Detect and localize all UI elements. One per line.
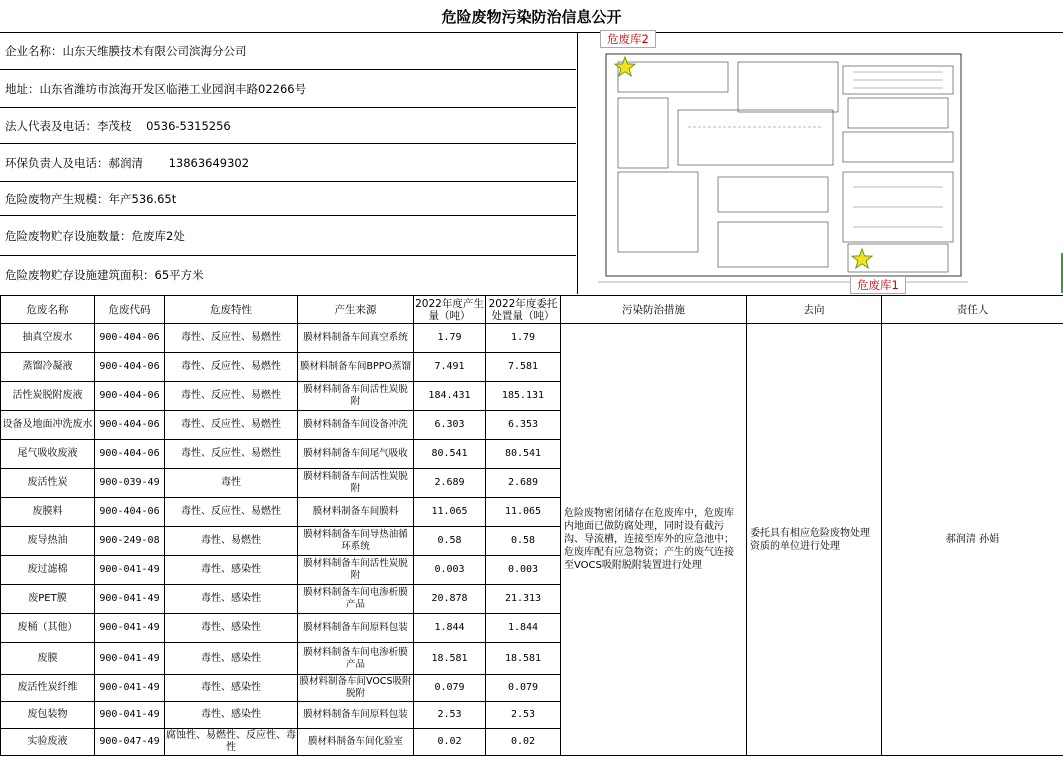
cell-produced: 11.065 — [414, 498, 486, 527]
header-source: 产生来源 — [298, 296, 414, 324]
page-title: 危险废物污染防治信息公开 — [0, 2, 1063, 33]
cell-source: 膜材料制备车间设备冲洗 — [298, 411, 414, 440]
cell-produced: 18.581 — [414, 643, 486, 675]
cell-produced: 0.02 — [414, 729, 486, 756]
cell-disposed: 2.689 — [486, 469, 561, 498]
cell-produced: 6.303 — [414, 411, 486, 440]
cell-disposed: 0.003 — [486, 556, 561, 585]
cell-disposed: 1.79 — [486, 324, 561, 353]
cell-source: 膜材料制备车间化验室 — [298, 729, 414, 756]
cell-name: 废活性炭 — [1, 469, 95, 498]
cell-code: 900-404-06 — [95, 353, 165, 382]
cell-disposed: 185.131 — [486, 382, 561, 411]
storage-2-label: 危废库2 — [600, 30, 656, 48]
waste-scale: 危险废物产生规模：年产536.65t — [0, 182, 576, 216]
header-destination: 去向 — [747, 296, 882, 324]
cell-name: 废导热油 — [1, 527, 95, 556]
cell-produced: 1.79 — [414, 324, 486, 353]
cell-trait: 毒性、感染性 — [165, 643, 298, 675]
cell-destination: 委托具有相应危险废物处理资质的单位进行处理 — [747, 324, 882, 756]
cell-trait: 毒性、感染性 — [165, 556, 298, 585]
star-marker-1-icon — [851, 248, 873, 270]
cell-name: 蒸馏冷凝液 — [1, 353, 95, 382]
cell-trait: 毒性、感染性 — [165, 675, 298, 702]
cell-source: 膜材料制备车间活性炭脱附 — [298, 382, 414, 411]
table-header-row — [1, 296, 1063, 324]
cell-source: 膜材料制备车间导热油循环系统 — [298, 527, 414, 556]
cell-trait: 毒性、易燃性 — [165, 527, 298, 556]
cell-disposed: 6.353 — [486, 411, 561, 440]
cell-disposed: 7.581 — [486, 353, 561, 382]
cell-produced: 80.541 — [414, 440, 486, 469]
cell-disposed: 80.541 — [486, 440, 561, 469]
table-row — [1, 324, 1063, 353]
cell-trait: 毒性、反应性、易燃性 — [165, 440, 298, 469]
waste-table — [0, 295, 1063, 756]
cell-trait: 毒性、反应性、易燃性 — [165, 498, 298, 527]
site-plan-map — [577, 32, 1063, 294]
cell-trait: 毒性、反应性、易燃性 — [165, 411, 298, 440]
cell-code: 900-404-06 — [95, 498, 165, 527]
cell-produced: 0.58 — [414, 527, 486, 556]
cell-code: 900-041-49 — [95, 614, 165, 643]
cell-disposed: 2.53 — [486, 702, 561, 729]
cell-trait: 毒性、感染性 — [165, 585, 298, 614]
cell-trait: 毒性、感染性 — [165, 702, 298, 729]
cell-source: 膜材料制备车间真空系统 — [298, 324, 414, 353]
header-measures: 污染防治措施 — [561, 296, 747, 324]
storage-1-label: 危废库1 — [850, 276, 906, 294]
cell-source: 膜材料制备车间原料包装 — [298, 702, 414, 729]
cell-source: 膜材料制备车间电渗析膜产品 — [298, 585, 414, 614]
cell-code: 900-041-49 — [95, 702, 165, 729]
cell-disposed: 21.313 — [486, 585, 561, 614]
cell-code: 900-041-49 — [95, 675, 165, 702]
cell-code: 900-039-49 — [95, 469, 165, 498]
cell-source: 膜材料制备车间尾气吸收 — [298, 440, 414, 469]
storage-count: 危险废物贮存设施数量：危废库2处 — [0, 216, 576, 256]
cell-name: 废包装物 — [1, 702, 95, 729]
cell-code: 900-041-49 — [95, 585, 165, 614]
cell-name: 废PET膜 — [1, 585, 95, 614]
cell-disposed: 11.065 — [486, 498, 561, 527]
cell-name: 废膜料 — [1, 498, 95, 527]
cell-disposed: 0.02 — [486, 729, 561, 756]
cell-name: 废活性炭纤维 — [1, 675, 95, 702]
cell-produced: 7.491 — [414, 353, 486, 382]
header-responsible: 责任人 — [882, 296, 1063, 324]
cell-source: 膜材料制备车间BPPO蒸馏 — [298, 353, 414, 382]
cell-name: 废桶（其他） — [1, 614, 95, 643]
header-code: 危废代码 — [95, 296, 165, 324]
storage-area: 危险废物贮存设施建筑面积：65平方米 — [5, 268, 204, 282]
header-disposed: 2022年度委托处置量（吨） — [486, 296, 561, 324]
site-plan-drawing — [578, 32, 1063, 294]
cell-produced: 2.689 — [414, 469, 486, 498]
cell-name: 抽真空废水 — [1, 324, 95, 353]
header-trait: 危废特性 — [165, 296, 298, 324]
star-marker-2-icon — [614, 56, 636, 78]
cell-code: 900-404-06 — [95, 324, 165, 353]
cell-code: 900-249-08 — [95, 527, 165, 556]
cell-disposed: 0.58 — [486, 527, 561, 556]
cell-name: 设备及地面冲洗废水 — [1, 411, 95, 440]
cell-code: 900-404-06 — [95, 382, 165, 411]
cell-trait: 毒性 — [165, 469, 298, 498]
cell-source: 膜材料制备车间膜料 — [298, 498, 414, 527]
cell-code: 900-047-49 — [95, 729, 165, 756]
cell-name: 废过滤棉 — [1, 556, 95, 585]
header-name: 危废名称 — [1, 296, 95, 324]
cell-source: 膜材料制备车间VOCS吸附脱附 — [298, 675, 414, 702]
cell-name: 废膜 — [1, 643, 95, 675]
cell-produced: 2.53 — [414, 702, 486, 729]
cell-trait: 毒性、感染性 — [165, 614, 298, 643]
cell-name: 尾气吸收废液 — [1, 440, 95, 469]
cell-produced: 20.878 — [414, 585, 486, 614]
cell-trait: 毒性、反应性、易燃性 — [165, 382, 298, 411]
company-address: 地址：山东省潍坊市滨海开发区临港工业园润丰路02266号 — [0, 70, 576, 108]
cell-produced: 1.844 — [414, 614, 486, 643]
cell-measures: 危险废物密闭储存在危废库中，危废库内地面已做防腐处理，同时设有截污沟、导流槽，连接至库外的应急池中；危废库配有应急物资；产生的废气连接至VOCS吸附脱附装置进行处理 — [561, 324, 747, 756]
cell-source: 膜材料制备车间电渗析膜产品 — [298, 643, 414, 675]
cell-code: 900-041-49 — [95, 643, 165, 675]
cell-source: 膜材料制备车间活性炭脱附 — [298, 556, 414, 585]
cell-disposed: 1.844 — [486, 614, 561, 643]
cell-code: 900-404-06 — [95, 440, 165, 469]
cell-responsible: 郝润清 孙娟 — [882, 324, 1063, 756]
header-produced: 2022年度产生量（吨） — [415, 297, 484, 322]
cell-source: 膜材料制备车间活性炭脱附 — [298, 469, 414, 498]
company-name: 企业名称：山东天维膜技术有限公司滨海分公司 — [0, 32, 576, 70]
cell-trait: 腐蚀性、易燃性、反应性、毒性 — [165, 729, 298, 756]
cell-code: 900-041-49 — [95, 556, 165, 585]
legal-representative: 法人代表及电话：李茂枝 0536-5315256 — [0, 108, 576, 144]
cell-produced: 184.431 — [414, 382, 486, 411]
cell-name: 实验废液 — [1, 729, 95, 756]
cell-disposed: 18.581 — [486, 643, 561, 675]
environment-officer: 环保负责人及电话：郝润清 13863649302 — [0, 144, 576, 182]
cell-name: 活性炭脱附废液 — [1, 382, 95, 411]
cell-source: 膜材料制备车间原料包装 — [298, 614, 414, 643]
cell-trait: 毒性、反应性、易燃性 — [165, 324, 298, 353]
cell-code: 900-404-06 — [95, 411, 165, 440]
cell-produced: 0.079 — [414, 675, 486, 702]
cell-disposed: 0.079 — [486, 675, 561, 702]
cell-produced: 0.003 — [414, 556, 486, 585]
cell-trait: 毒性、反应性、易燃性 — [165, 353, 298, 382]
